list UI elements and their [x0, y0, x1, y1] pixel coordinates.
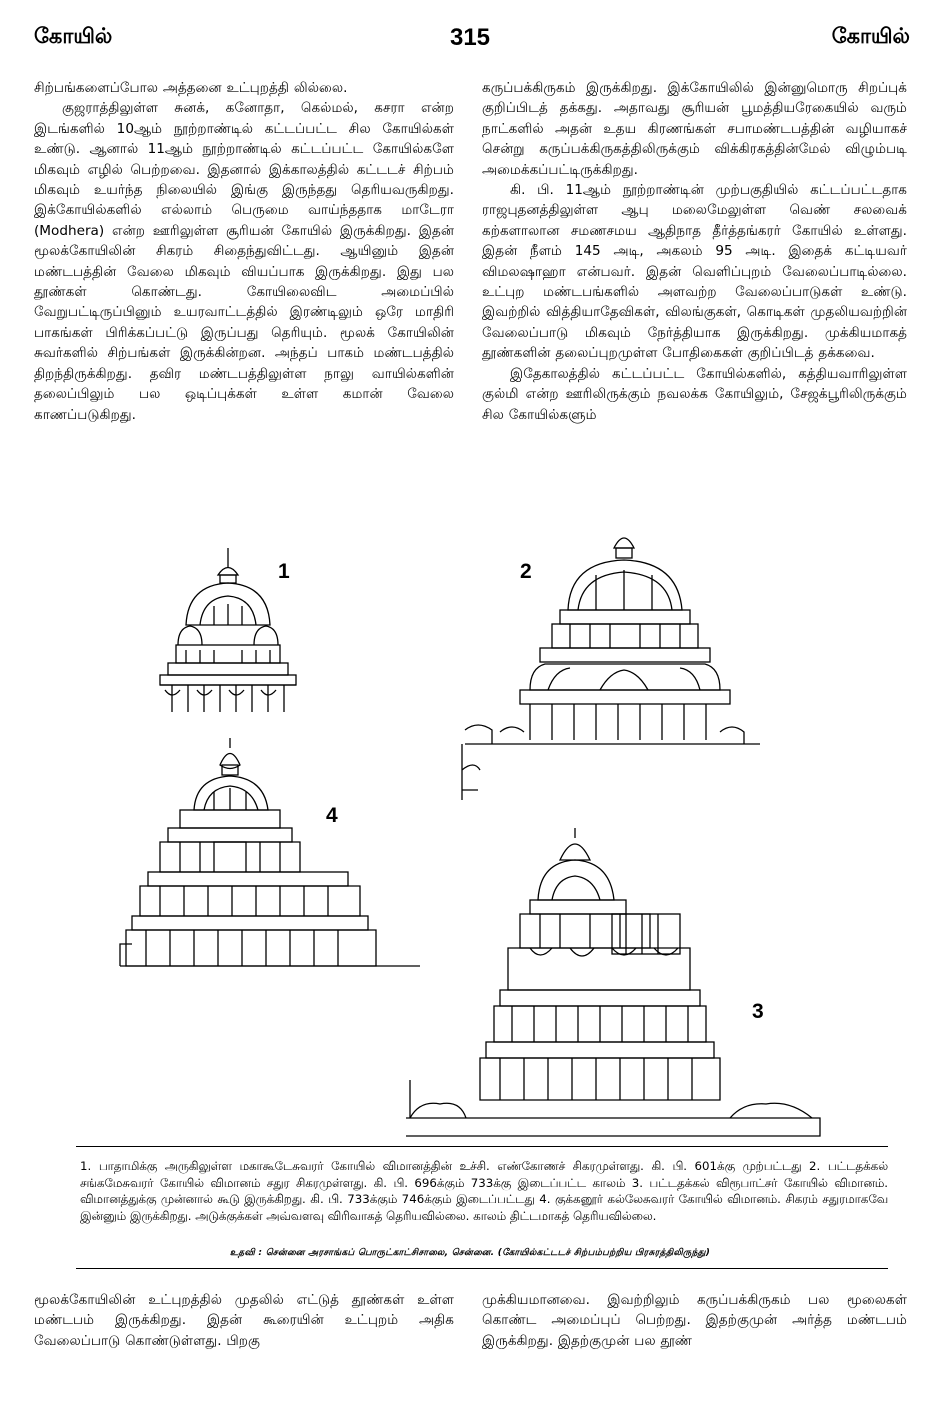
column-left-bottom — [34, 1290, 454, 1351]
header-left-title: கோயில் — [34, 24, 113, 48]
paragraph: மூலக்கோயிலின் உட்புறத்தில் முதலில் எட்டுத் தூண்கள் உள்ள மண்டபம் இருக்கிறது. இதன் கூரையின் உட்புறம் அதிக வேலைப்பாடு கொண்டுள்ளது. பிறகு — [34, 1292, 454, 1349]
paragraph: கருப்பக்கிருகம் இருக்கிறது. இக்கோயிலில் இன்னுமொரு சிறப்புக் குறிப்பிடத் தக்கது. அதாவது சூரியன் பூமத்தியரேகையில் வரும் நாட்களில் அதன் உதய கிரணங்கள் சபாமண்டபத்தின் வழியாகச் சென்று கருப்பக்கிருகத்திலிருக்கும் விக்கிரகத்தின்மேல் விழும்படி அமைக்கப்பட்டிருக்கிறது. — [482, 80, 907, 178]
caption-top-rule — [76, 1146, 888, 1147]
caption-bottom-rule — [76, 1268, 888, 1269]
paragraph: கி. பி. 11ஆம் நூற்றாண்டின் முற்பகுதியில் கட்டப்பட்டதாக ராஜபுதனத்திலுள்ள ஆபு மலைமேலுள்ள வெண் சலவைக் கற்களாலான சமணசமய ஆதிநாத தீர்த்தங்கரர் கோயில் உள்ளது. இதன் நீளம் 145 அடி, அகலம் 95 அடி. இதைக் கட்டியவர் விமலஷாஹா என்பவர். இதன் வெளிப்புறம் வேலைப்பாடில்லை. உட்புற மண்டபங்களில் அளவற்ற வேலைப்பாடுகள் உண்டு. இவற்றில் வித்தியாதேவிகள், விலங்குகள், கொடிகள் முதலியவற்றின் வேலைப்பாடு மிகவும் நேர்த்தியாக இருக்கிறது. முக்கியமாகத் தூண்களின் தலைப்புறமுள்ள போதிகைகள் குறிப்பிடத் தக்கவை. — [482, 182, 907, 362]
temple-drawing-1 — [160, 548, 296, 712]
figure-label-2: 2 — [520, 560, 532, 583]
figure-label-3: 3 — [752, 1000, 764, 1023]
page-number: 315 — [449, 24, 491, 51]
column-right-top — [482, 78, 907, 425]
figure-caption: 1. பாதாமிக்கு அருகிலுள்ள மகாகூடேசுவரர் கோயில் விமானத்தின் உச்சி. எண்கோணச் சிகரமுள்ளது. கி. பி. 601க்கு முற்பட்டது 2. பட்டதக்கல் சங்கமேசுவரர் கோயில் விமானம் சதுர சிகரமுள்ளது. கி. பி. 696க்கும் 733க்கு இடைப்பட்ட காலம் 3. பட்டதக்கல் விரூபாட்சர் கோயில் விமானம். விமானத்துக்கு முன்னால் கூடு இருக்கிறது. கி. பி. 733க்கும் 746க்கும் இடைப்பட்டது 4. குக்கனூர் கல்லேசுவரர் கோயில் விமானம். சிகரம் சதுரமாகவே இன்னும் இருக்கிறது. அடுக்குக்கள் அவ்வளவு விரிவாகத் தெரியவில்லை. காலம் திட்டமாகத் தெரியவில்லை. — [80, 1159, 888, 1223]
page-header — [0, 24, 940, 64]
column-left-top — [34, 78, 454, 425]
temple-drawing-3 — [406, 828, 820, 1136]
paragraph: சிற்பங்களைப்போல அத்தனை உட்புறத்தி லில்லை. — [34, 80, 348, 96]
figure-credit: உதவி : சென்னை அரசாங்கப் பொருட்காட்சிசாலை, சென்னை. (கோயில்கட்டடச் சிற்பம்பற்றிய பிரசுரத்திலிருந்து) — [229, 1248, 711, 1258]
figure-label-1: 1 — [278, 560, 290, 583]
paragraph: முக்கியமானவை. இவற்றிலும் கருப்பக்கிருகம் பல மூலைகள் கொண்ட அமைப்புப் பெற்றது. இதற்குமுன் அர்த்த மண்டபம் இருக்கிறது. இதற்குமுன் பல தூண் — [482, 1292, 907, 1349]
paragraph: இதேகாலத்தில் கட்டப்பட்ட கோயில்களில், கத்தியவாரிலுள்ள குல்மி என்ற ஊரிலிருக்கும் நவலக்க கோயிலும், சேஜக்பூரிலிருக்கும் சில கோயில்களும் — [482, 365, 907, 423]
figure-label-4: 4 — [326, 804, 338, 827]
header-right-title: கோயில் — [831, 24, 910, 48]
temple-drawing-4 — [120, 738, 420, 966]
paragraph: குஜராத்திலுள்ள சுனக், கனோதா, கெல்மல், கசரா என்ற இடங்களில் 10ஆம் நூற்றாண்டில் கட்டப்பட்ட சில கோயில்கள் உண்டு. ஆனால் 11ஆம் நூற்றாண்டில் கட்டப்பட்ட கோயில்களே மிகவும் எழில் பெற்றவை. இதனால் இக்காலத்தில் கட்டடச் சிற்பம் மிகவும் உயர்ந்த நிலையில் இங்கு இருந்தது தெரியவருகிறது. இக்கோயில்களில் எல்லாம் பெருமை வாய்ந்ததாக மாடேரா (Modhera) என்ற ஊரிலுள்ள சூரியன் கோயில் இருக்கிறது. இதன் மூலக்கோயிலின் சிகரம் சிதைந்துவிட்டது. ஆயினும் இதன் மண்டபத்தின் வேலை மிகவும் வியப்பாக இருக்கிறது. இது பல தூண்கள் கொண்டது. கோயிலைவிட அமைப்பில் வேறுபட்டிருப்பினும் உயரவாட்டத்தில் இரண்டிலும் ஒரே மாதிரி பாகங்கள் பிரிக்கப்பட்டு இருப்பது தெரியும். மூலக் கோயிலின் சுவர்களில் சிற்பங்கள் இருக்கின்றன. அந்தப் பாகம் மண்டபத்தில் திறந்திருக்கிறது. தவிர மண்டபத்திலுள்ள நாலு வாயில்களின் தலைப்பிலும் பல ஒடிப்புக்கள் உள்ள கமான் வேலை காணப்படுகிறது. — [34, 100, 454, 423]
column-right-bottom — [482, 1290, 907, 1351]
temple-drawing-2 — [462, 538, 760, 800]
